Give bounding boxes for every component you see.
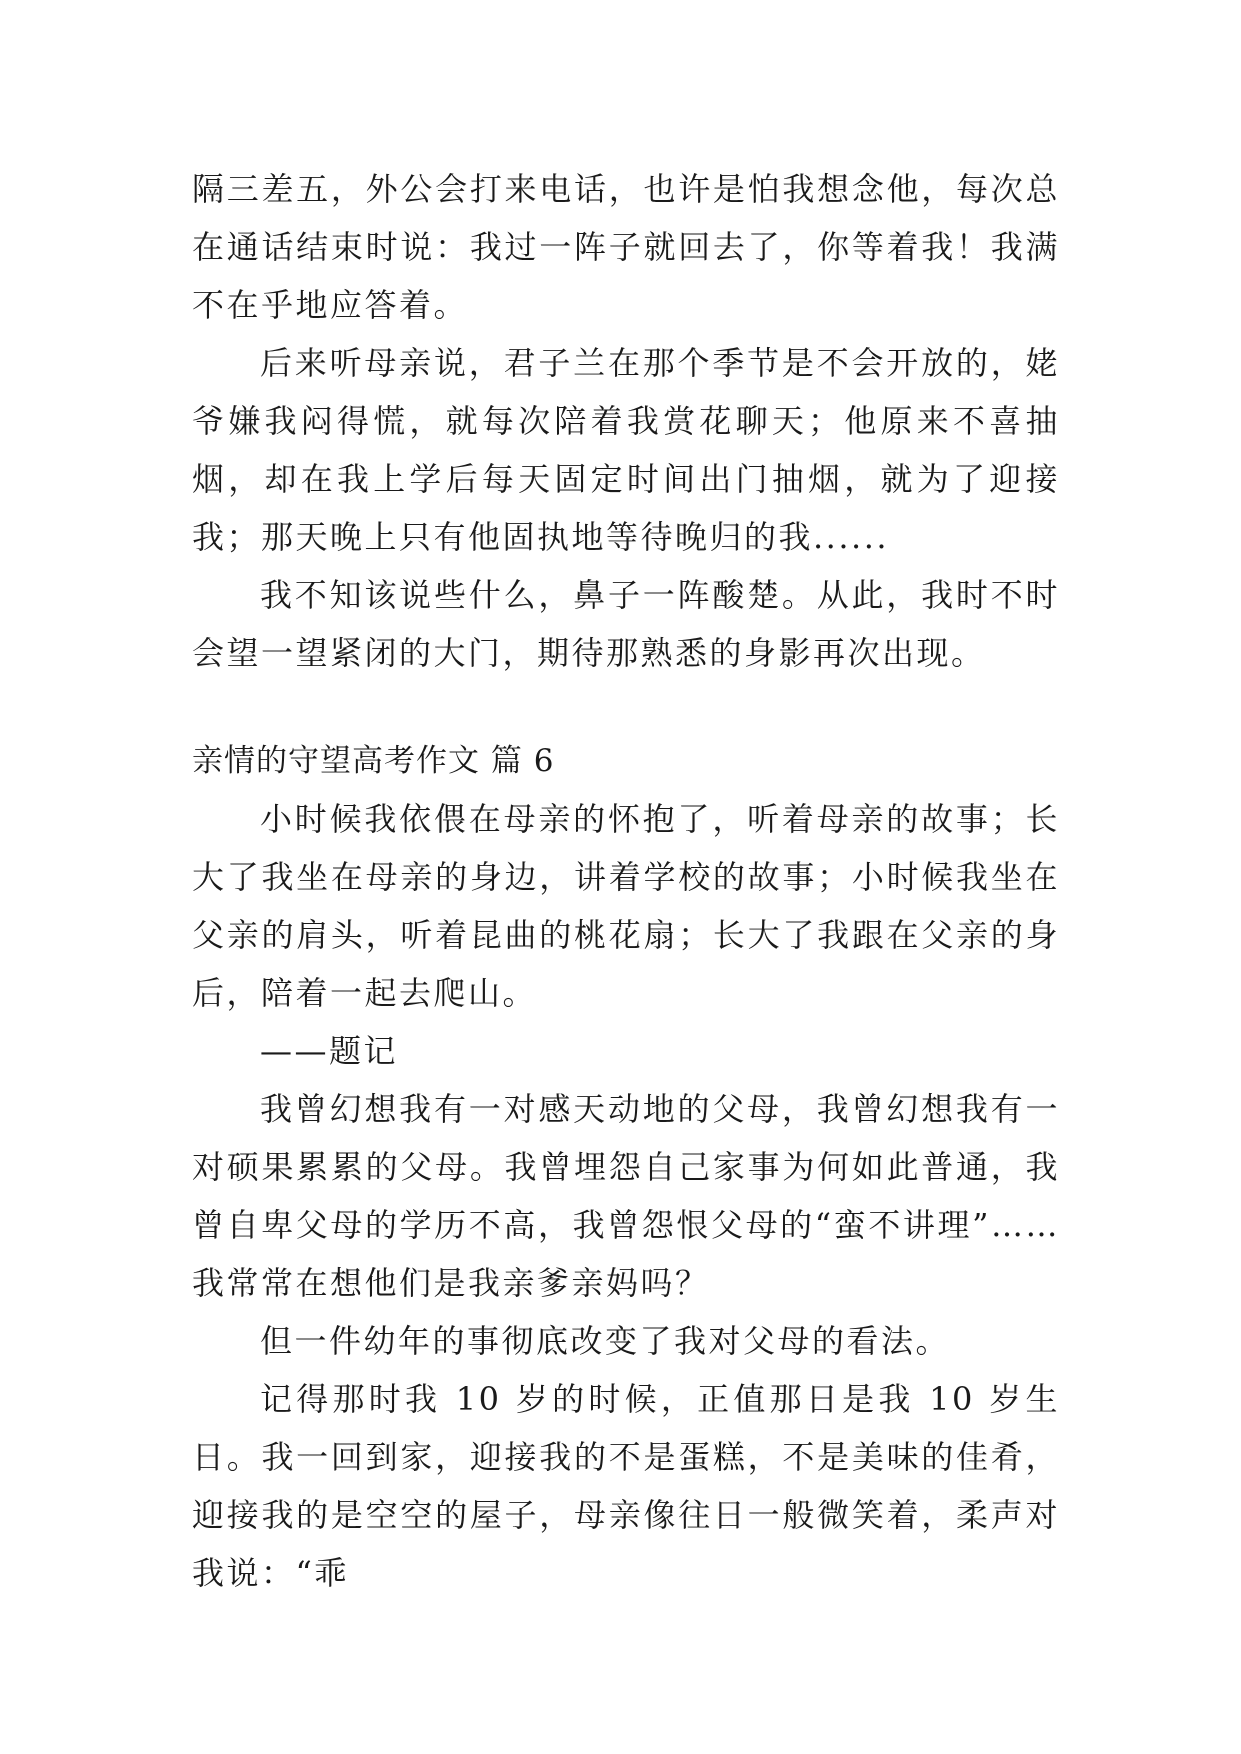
paragraph: 记得那时我 10 岁的时候，正值那日是我 10 岁生日。我一回到家，迎接我的不是蛋糕，不是美味的佳肴，迎接我的是空空的屋子，母亲像往日一般微笑着，柔声对我说：“乖: [192, 1380, 1060, 1592]
paragraph: 但一件幼年的事彻底改变了我对父母的看法。: [260, 1322, 951, 1360]
inscription-note: ——题记: [260, 1032, 399, 1070]
document-page: [192, 160, 1060, 1602]
section-heading: 亲情的守望高考作文 篇 6: [192, 743, 555, 779]
paragraph: 我不知该说些什么，鼻子一阵酸楚。从此，我时不时会望一望紧闭的大门，期待那熟悉的身影再次出现。: [192, 576, 1060, 672]
paragraph: 后来听母亲说，君子兰在那个季节是不会开放的，姥爷嫌我闷得慌，就每次陪着我赏花聊天；他原来不喜抽烟，却在我上学后每天固定时间出门抽烟，就为了迎接我；那天晚上只有他固执地等待晚归的我......: [192, 344, 1060, 556]
paragraph: 我曾幻想我有一对感天动地的父母，我曾幻想我有一对硕果累累的父母。我曾埋怨自己家事为何如此普通，我曾自卑父母的学历不高，我曾怨恨父母的“蛮不讲理”……我常常在想他们是我亲爹亲妈吗？: [192, 1090, 1060, 1302]
paragraph: 小时候我依偎在母亲的怀抱了，听着母亲的故事；长大了我坐在母亲的身边，讲着学校的故事；小时候我坐在父亲的肩头，听着昆曲的桃花扇；长大了我跟在父亲的身后，陪着一起去爬山。: [192, 800, 1060, 1012]
paragraph: 隔三差五，外公会打来电话，也许是怕我想念他，每次总在通话结束时说：我过一阵子就回去了，你等着我！我满不在乎地应答着。: [192, 170, 1060, 324]
